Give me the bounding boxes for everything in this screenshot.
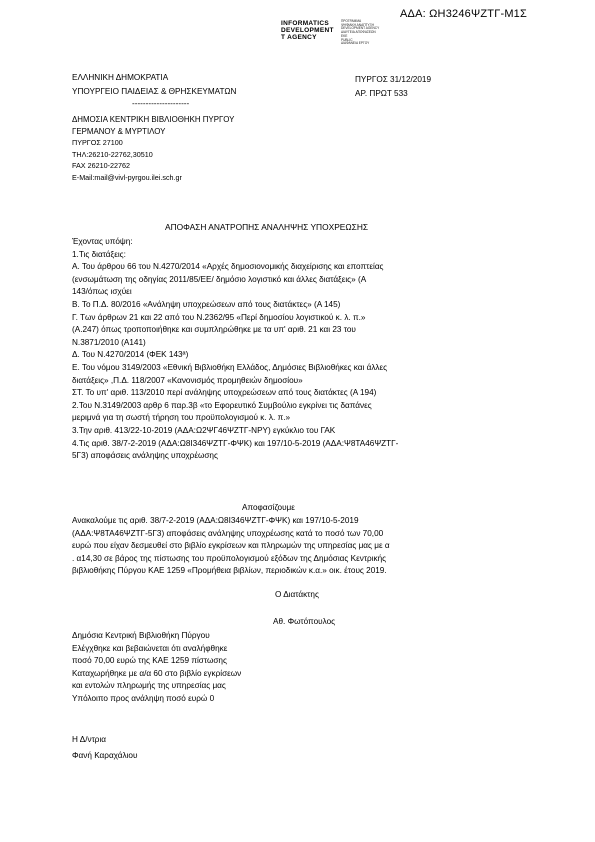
- library-info: [72, 114, 234, 184]
- header-left: [72, 72, 236, 110]
- logo-small-7: ΔΙΑΦΑΝΕΙΑ ΕΡΓΟΥ: [341, 41, 370, 46]
- document-date: ΠΥΡΓΟΣ 31/12/2019: [355, 75, 432, 84]
- library-phone: ΤΗΛ:26210-22762,30510: [72, 149, 153, 159]
- body-line: διατάξεις» ,Π.Δ. 118/2007 «Κανονισμός προμηθειών δημοσίου»: [72, 375, 303, 385]
- logo-small-3: DEVELOPMENT AGENCY: [341, 26, 380, 31]
- body-line: (ενσωμάτωση της οδηγίας 2011/85/ΕΕ/ δημόσιο λογιστικό και άλλες διατάξεις» (Α: [72, 274, 367, 284]
- decision-heading: Αποφασίζουμε: [242, 503, 295, 512]
- director-name: Φανή Καραχάλιου: [72, 751, 138, 760]
- logo-small-4: ΔΙΑΥΓΕΙΑ ΑΠΟΦΑΣΕΩΝ: [341, 30, 376, 35]
- body-line: Ν.3871/2010 (Α141): [72, 337, 146, 347]
- header-separator: ---------------------: [132, 99, 190, 108]
- header-right: [355, 74, 431, 100]
- decision-line: ευρώ που είχαν δεσμευθεί στο βιβλίο εγκρίσεων και πληρωμών της υπηρεσίας μας με α: [72, 541, 390, 551]
- signer-name: Αθ. Φωτόπουλος: [273, 617, 336, 626]
- body-line: 143/όπως ισχύει: [72, 287, 132, 297]
- verification-line: Δημόσια Κεντρική Βιβλιοθήκη Πύργου: [72, 631, 210, 640]
- decision-line: Ανακαλούμε τις αριθ. 38/7-2-2019 (ΑΔΑ:Ω8Ι346ΨΖΤΓ-ΦΨΚ) και 197/10-5-2019: [72, 516, 359, 525]
- decision-line: βιβλιοθήκης Πύργου ΚΑΕ 1259 «Προμήθεια βιβλίων, περιοδικών κ.α.» οικ. έτους 2019.: [72, 566, 387, 576]
- body-line: ΣΤ. Το υπ' αριθ. 113/2010 περί ανάληψης υποχρεώσεων από τους διατάκτες (Α 194): [72, 388, 377, 398]
- page-title: ΑΠΟΦΑΣΗ ΑΝΑΤΡΟΠΗΣ ΑΝΑΛΗΨΗΣ ΥΠΟΧΡΕΩΣΗΣ: [165, 222, 369, 232]
- body-line: Έχοντας υπόψη:: [72, 237, 133, 246]
- body-line: μεριμνά για τη σωστή τήρηση του προϋπολογισμού κ. λ. π.»: [72, 413, 291, 423]
- library-city: ΠΥΡΓΟΣ 27100: [72, 138, 123, 148]
- logo-small-text: [341, 20, 379, 46]
- logo-line-1: INFORMATICS: [281, 20, 329, 27]
- logo-line-2: DEVELOPMENT: [281, 27, 334, 34]
- logo-small-6: PUBLIC: [341, 37, 353, 42]
- verification-block: [72, 630, 241, 706]
- body-line: 1.Τις διατάξεις:: [72, 249, 126, 259]
- body-line: Γ. Των άρθρων 21 και 22 από του Ν.2362/95 «Περί δημοσίου λογιστικού κ. λ. π.»: [72, 312, 366, 322]
- library-name: ΔΗΜΟΣΙΑ ΚΕΝΤΡΙΚΗ ΒΙΒΛΙΟΘΗΚΗ ΠΥΡΓΟΥ: [72, 115, 235, 124]
- ada-code: ΑΔΑ: ΩΗ3246ΨΖΤΓ-Μ1Σ: [400, 8, 528, 20]
- country-name: ΕΛΛΗΝΙΚΗ ΔΗΜΟΚΡΑΤΙΑ: [72, 73, 169, 82]
- library-fax: FAX 26210-22762: [72, 161, 130, 171]
- library-address: ΓΕΡΜΑΝΟΥ & ΜΥΡΤΙΛΟΥ: [72, 126, 166, 136]
- verification-line: και εντολών πληρωμής της υπηρεσίας μας: [72, 681, 226, 691]
- decision-line: (ΑΔΑ:Ψ8ΤΑ46ΨΖΤΓ-5Γ3) αποφάσεις ανάληψης υποχρέωσης κατά το ποσό των 70,00: [72, 528, 384, 538]
- body-line: 2.Του Ν.3149/2003 αρθρ 6 παρ.3β «το Εφορευτικό Συμβούλιο εγκρίνει τις δαπάνες: [72, 400, 372, 410]
- verification-line: Καταχωρήθηκε με α/α 60 στο βιβλίο εγκρίσεων: [72, 668, 242, 678]
- body-line: Δ. Του Ν.4270/2014 (ΦΕΚ 143ª): [72, 350, 189, 360]
- signer-role: Ο Διατάκτης: [275, 590, 319, 599]
- body-line: Α. Του άρθρου 66 του Ν.4270/2014 «Αρχές δημοσιονομικής διαχείρισης και εποπτείας: [72, 262, 384, 272]
- considerations: [72, 236, 398, 463]
- protocol-number: ΑΡ. ΠΡΩΤ 533: [355, 89, 408, 98]
- body-line: (Α.247) όπως τροποποιήθηκε και συμπληρώθηκε με τα υπ' αριθ. 21 και 23 του: [72, 325, 356, 335]
- verification-line: Υπόλοιπο προς ανάληψη ποσό ευρώ 0: [72, 693, 215, 703]
- verification-line: Ελέγχθηκε και βεβαιώνεται ότι αναλήφθηκε: [72, 643, 228, 653]
- decision-text: [72, 515, 390, 578]
- body-line: 4.Τις αριθ. 38/7-2-2019 (ΑΔΑ:Ω8Ι346ΨΖΤΓ-ΦΨΚ) και 197/10-5-2019 (ΑΔΑ:Ψ8ΤΑ46ΨΖΤΓ-: [72, 438, 399, 448]
- body-line: 3.Την αριθ. 413/22-10-2019 (ΑΔΑ:Ω2ΨΓ46ΨΖΤΓ-ΝΡΥ) εγκύκλιο του ΓΑΚ: [72, 425, 336, 435]
- body-line: Ε. Του νόμου 3149/2003 «Εθνική Βιβλιοθήκη Ελλάδος, Δημόσιες Βιβλιοθήκες και άλλες: [72, 362, 388, 372]
- decision-line: . α14,30 σε βάρος της πίστωσης του προϋπολογισμού εξόδων της Δημόσιας Κεντρικής: [72, 553, 387, 563]
- logo-small-5: ΕΚΕ: [341, 33, 348, 38]
- body-line: 5Γ3) αποφάσεις ανάληψης υποχρέωσης: [72, 451, 218, 461]
- logo-line-3: T AGENCY: [281, 34, 317, 41]
- logo-small-2: ΨΗΦΙΑΚΗ ΑΝΑΠΤΥΞΗ: [341, 22, 374, 27]
- library-email: E-Mail:mail@vivl-pyrgou.ilei.sch.gr: [72, 172, 182, 182]
- logo-small-1: ΠΡΟΓΡΑΜΜΑ: [341, 19, 362, 23]
- director-role: Η Δ/ντρια: [72, 735, 107, 744]
- body-line: Β. Το Π.Δ. 80/2016 «Ανάληψη υποχρεώσεων από τους διατάκτες» (Α 145): [72, 299, 341, 309]
- verification-line: ποσό 70,00 ευρώ της ΚΑΕ 1259 πίστωσης: [72, 656, 227, 666]
- ministry-name: ΥΠΟΥΡΓΕΙΟ ΠΑΙΔΕΙΑΣ & ΘΡΗΣΚΕΥΜΑΤΩΝ: [72, 87, 237, 96]
- diavgeia-logo: [281, 20, 399, 52]
